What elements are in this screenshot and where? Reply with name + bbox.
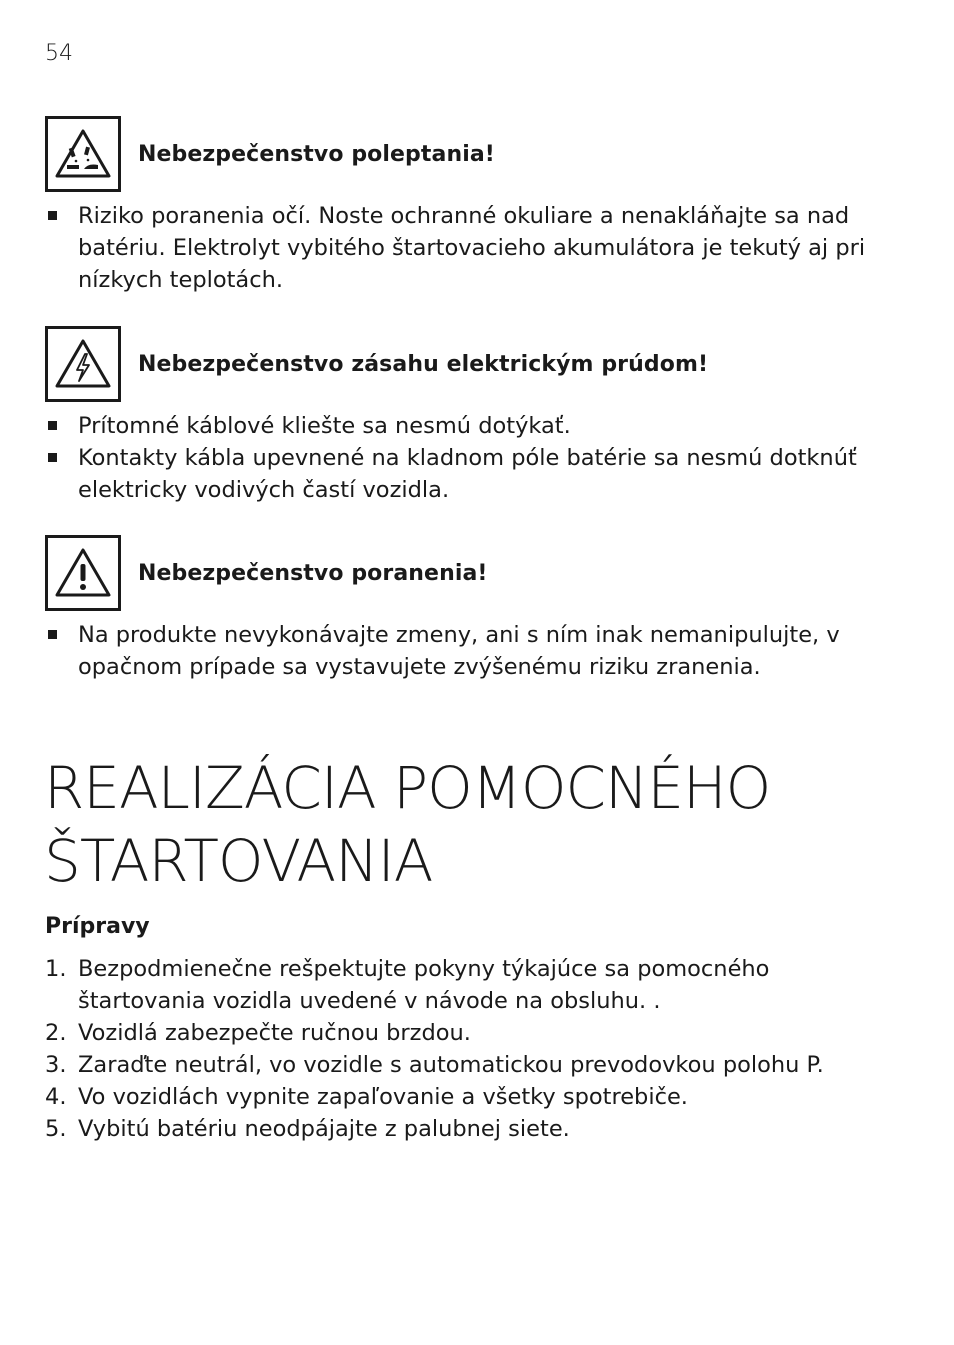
main-title (44, 752, 904, 898)
step-text: Vo vozidlách vypnite zapaľovanie a všetky spotrebiče. (78, 1084, 688, 1110)
step-number: 2. (45, 1020, 67, 1046)
warning-injury (45, 535, 875, 683)
bullet-item: Na produkte nevykonávajte zmeny, ani s ním inak nemanipulujte, v opačnom prípade sa vystavujete zvýšenému riziku zranenia. (45, 619, 875, 683)
list-item (45, 1081, 865, 1113)
list-item (45, 1049, 865, 1081)
step-number: 1. (45, 956, 67, 982)
list-item (45, 1017, 865, 1049)
step-number: 4. (45, 1084, 67, 1110)
main-title-line-2: ŠTARTOVANIA (44, 827, 433, 895)
step-text: Bezpodmienečne rešpektujte pokyny týkajúce sa pomocného štartovania vozidla uvedené v návode na obsluhu. . (78, 956, 770, 1014)
general-warning-icon (45, 535, 121, 611)
warning-title: Nebezpečenstvo poleptania! (138, 141, 495, 167)
corrosive-hazard-icon (45, 116, 121, 192)
step-text: Zaraďte neutrál, vo vozidle s automatickou prevodovkou polohu P. (78, 1052, 824, 1078)
list-item (45, 953, 865, 1017)
page-number: 54 (45, 41, 73, 66)
warning-corrosive (45, 116, 875, 296)
main-title-line-1: REALIZÁCIA POMOCNÉHO (44, 754, 771, 822)
bullet-item: Prítomné káblové kliešte sa nesmú dotýkať. (45, 410, 875, 442)
bullet-item: Riziko poranenia očí. Noste ochranné okuliare a nenakláňajte sa nad batériu. Elektrolyt vybitého štartovacieho akumulátora je tekutý aj pri nízkych teplotách. (45, 200, 875, 296)
bullet-item: Kontakty kábla upevnené na kladnom póle batérie sa nesmú dotknúť elektricky vodivých častí vozidla. (45, 442, 875, 506)
step-number: 5. (45, 1116, 67, 1142)
section-heading: Prípravy (45, 914, 150, 939)
electric-shock-hazard-icon (45, 326, 121, 402)
warning-title: Nebezpečenstvo poranenia! (138, 560, 488, 586)
steps-list (45, 953, 865, 1145)
list-item (45, 1113, 865, 1145)
warning-title: Nebezpečenstvo zásahu elektrickým prúdom! (138, 351, 709, 377)
step-number: 3. (45, 1052, 67, 1078)
step-text: Vozidlá zabezpečte ručnou brzdou. (78, 1020, 471, 1046)
step-text: Vybitú batériu neodpájajte z palubnej siete. (78, 1116, 570, 1142)
warning-electric (45, 326, 875, 506)
